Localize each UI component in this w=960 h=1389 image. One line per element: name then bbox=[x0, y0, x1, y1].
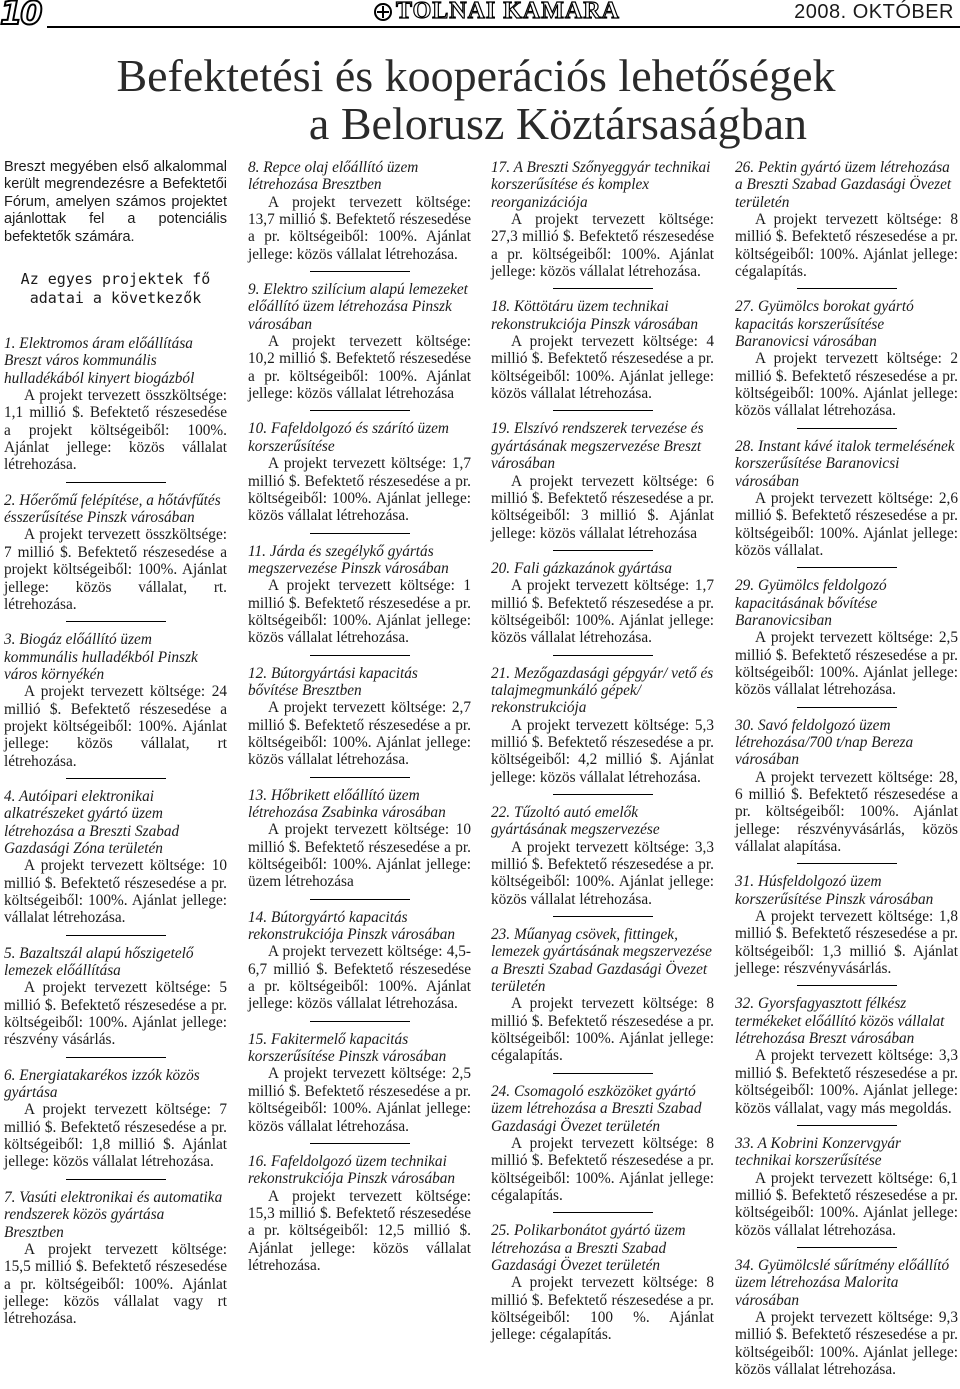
project-title: 21. Mezőgazdasági gépgyár/ vető és talajmegmunkáló gépek/ rekonstrukciója bbox=[491, 664, 714, 717]
separator-rule bbox=[66, 778, 166, 779]
header-rule bbox=[0, 26, 960, 28]
project-title: 27. Gyümölcs borokat gyártó kapacitás korszerűsítése Baranovicsi városában bbox=[735, 298, 914, 351]
project-item bbox=[735, 717, 958, 856]
separator-rule bbox=[553, 1073, 653, 1074]
project-details: A projekt tervezett költsége: 2,6 millió $. Befektető részesedése a pr. költségeiből: 100%. Ajánlat jellege: közös vállalat. bbox=[735, 489, 958, 559]
project-title: 18. Köttötáru üzem technikai rekonstrukciója Pinszk városában bbox=[491, 298, 699, 333]
separator-rule bbox=[553, 410, 653, 411]
project-details: A projekt tervezett költsége: 6,1 millió $. Befektető részesedése a pr. költségeiből: 100%. Ajánlat jellege: közös vállalat létrehozása. bbox=[735, 1169, 958, 1239]
project-item bbox=[735, 995, 958, 1116]
page-number: 10 bbox=[0, 0, 47, 32]
project-item bbox=[735, 438, 958, 559]
project-item bbox=[735, 873, 958, 977]
project-item bbox=[491, 804, 714, 908]
project-details: A projekt tervezett költsége: 27,3 millió $. Befektető részesedése a pr. költségeiből: 100%. Ajánlat jellege: közös vállalat létrehozása. bbox=[491, 211, 714, 281]
separator-rule bbox=[310, 1143, 410, 1144]
project-details: A projekt tervezett költsége: 24 millió $. Befektető részesedése a projekt költségeiből: 100%. Ajánlat jellege: közös vállalat, rt létrehozása. bbox=[4, 683, 227, 770]
project-title: 17. A Breszti Szőnyeggyár technikai korszerűsítése és komplex reorganizációja bbox=[491, 159, 711, 211]
project-item bbox=[735, 159, 958, 280]
separator-rule bbox=[310, 533, 410, 534]
project-item bbox=[4, 1067, 227, 1171]
project-title: 2. Hőerőmű felépítése, a hőtávfűtés ésszerűsítése Pinszk városában bbox=[4, 491, 221, 527]
project-title: 20. Fali gázkazánok gyártása bbox=[491, 559, 673, 577]
project-item bbox=[491, 1222, 714, 1343]
project-item bbox=[491, 665, 714, 786]
project-title: 15. Fakitermelő kapacitás korszerűsítése Pinszk városában bbox=[248, 1030, 447, 1066]
project-item bbox=[491, 1083, 714, 1204]
separator-rule bbox=[797, 707, 897, 708]
project-details: A projekt tervezett költsége: 2,7 millió $. Befektető részesedése a pr. költségeiből: 100%. Ajánlat jellege: közös vállalat létrehozása. bbox=[248, 699, 471, 769]
separator-rule bbox=[797, 1125, 897, 1126]
project-title: 8. Repce olaj előállító üzem létrehozása Bresztben bbox=[248, 159, 419, 194]
project-title: 1. Elektromos áram előállítása Breszt város kommunális hulladékából kinyert biogázból bbox=[4, 335, 195, 387]
project-details: A projekt tervezett költsége: 1,8 millió $. Befektető részesedése a pr. költségeiből: 1,3 millió $. Ajánlat jellege: részvényvásárlás. bbox=[735, 908, 958, 978]
project-details: A projekt tervezett költsége: 3,3 millió $. Befektető részesedése a pr. költségeiből: 100%. Ajánlat jellege: közös vállalat, vagy más megoldás. bbox=[735, 1047, 958, 1117]
project-item bbox=[4, 335, 227, 474]
publication-logo bbox=[368, 0, 626, 25]
project-title: 12. Bútorgyártási kapacitás bővítése Bresztben bbox=[248, 664, 418, 699]
project-item bbox=[4, 492, 227, 613]
column-4 bbox=[735, 159, 958, 1378]
separator-rule bbox=[310, 655, 410, 656]
project-details: A projekt tervezett költsége: 3,3 millió $. Befektető részesedése a pr. költségeiből: 100%. Ajánlat jellege: közös vállalat létrehozása. bbox=[491, 838, 714, 908]
project-item bbox=[735, 1135, 958, 1239]
project-title: 22. Tűzoltó autó emelők gyártásának megszervezése bbox=[491, 804, 660, 839]
project-item bbox=[4, 631, 227, 770]
project-details: A projekt tervezett költsége: 8 millió $. Befektető részesedése a pr. költségeiből: 100%. Ajánlat jellege: cégalapítás. bbox=[491, 1134, 714, 1204]
project-details: A projekt tervezett összköltsége: 7 millió $. Befektető részesedése a projekt költségeiből: 100%. Ajánlat jellege: közös vállalat, rt. létrehozása. bbox=[4, 526, 227, 613]
separator-rule bbox=[797, 1247, 897, 1248]
separator-rule bbox=[310, 777, 410, 778]
project-title: 26. Pektin gyártó üzem létrehozása a Breszti Szabad Gazdasági Övezet területén bbox=[735, 159, 952, 211]
project-details: A projekt tervezett költsége: 8 millió $. Befektető részesedése a pr. költségeiből: 100%. Ajánlat jellege: cégalapítás. bbox=[491, 995, 714, 1065]
project-title: 13. Hőbrikett előállító üzem létrehozása Zsabinka városában bbox=[248, 786, 446, 821]
project-title: 4. Autóipari elektronikai alkatrészeket gyártó üzem létrehozása a Breszti Szabad Gazdasági Zóna területén bbox=[4, 787, 180, 857]
separator-rule bbox=[66, 621, 166, 622]
project-details: A projekt tervezett összköltsége: 1,1 millió $. Befektető részesedése a projekt költségeiből: 100%. Ajánlat jellege: közös vállalat létrehozása. bbox=[4, 387, 227, 474]
project-title: 33. A Kobrini Konzervgyár technikai korszerűsítése bbox=[735, 1134, 902, 1170]
project-title: 9. Elektro szilícium alapú lemezeket előállító üzem létrehozása Pinszk városában bbox=[248, 281, 468, 333]
separator-rule bbox=[553, 1212, 653, 1213]
project-title: 5. Bazaltszál alapú hőszigetelő lemezek előállítása bbox=[4, 944, 194, 980]
separator-rule bbox=[553, 794, 653, 795]
project-details: A projekt tervezett költsége: 10 millió $. Befektető részesedése a pr. költségeiből: 100%. Ajánlat jellege: üzem létrehozása bbox=[248, 821, 471, 891]
project-details: A projekt tervezett költsége: 4 millió $. Befektető részesedése a pr. költségeiből: 100%. Ajánlat jellege: közös vállalat létrehozása. bbox=[491, 333, 714, 403]
project-list-3 bbox=[491, 159, 714, 1344]
project-title: 3. Biogáz előállító üzem kommunális hulladékból Pinszk város környékén bbox=[4, 631, 198, 683]
project-item bbox=[4, 1189, 227, 1328]
project-item bbox=[491, 420, 714, 541]
project-title: 23. Műanyag csövek, fittingek, lemezek gyártásának megszervezése a Breszti Szabad Gazdasági Övezet területén bbox=[491, 926, 712, 996]
project-title: 28. Instant kávé italok termelésének korszerűsítése Baranovicsi városában bbox=[735, 437, 955, 490]
logo-text: TOLNAI KAMARA bbox=[396, 0, 620, 24]
separator-rule bbox=[66, 935, 166, 936]
separator-rule bbox=[797, 567, 897, 568]
subheading: Az egyes projektek fő adatai a következők bbox=[20, 270, 211, 308]
project-details: A projekt tervezett költsége: 1 millió $. Befektető részesedése a pr. költségeiből: 100%. Ajánlat jellege: közös vállalat létrehozása. bbox=[248, 577, 471, 647]
separator-rule bbox=[797, 428, 897, 429]
column-1 bbox=[4, 159, 227, 1328]
separator-rule bbox=[553, 655, 653, 656]
project-item bbox=[248, 909, 471, 1013]
project-item bbox=[248, 1153, 471, 1274]
project-item bbox=[248, 420, 471, 524]
article-title-line-2: a Belorusz Köztársaságban bbox=[308, 98, 808, 149]
separator-rule bbox=[310, 271, 410, 272]
project-item bbox=[248, 159, 471, 263]
separator-rule bbox=[310, 899, 410, 900]
project-details: A projekt tervezett költsége: 13,7 millió $. Befektető részesedése a pr. költségeiből: 100%. Ajánlat jellege: közös vállalat létrehozása. bbox=[248, 193, 471, 263]
project-details: A projekt tervezett költsége: 8 millió $. Befektető részesedése a pr. költségeiből: 100 %. Ajánlat jellege: cégalapítás. bbox=[491, 1274, 714, 1344]
project-details: A projekt tervezett költsége: 1,7 millió $. Befektető részesedése a pr. költségeiből: 100%. Ajánlat jellege: közös vállalat létrehozása. bbox=[491, 577, 714, 647]
page-header bbox=[0, 0, 960, 34]
project-title: 14. Bútorgyártó kapacitás rekonstrukciója Pinszk városában bbox=[248, 908, 456, 944]
separator-rule bbox=[797, 985, 897, 986]
separator-rule bbox=[66, 1179, 166, 1180]
project-list-4 bbox=[735, 159, 958, 1378]
column-2 bbox=[248, 159, 471, 1274]
project-details: A projekt tervezett költsége: 2 millió $. Befektető részesedése a pr. költségeiből: 100%. Ajánlat jellege: közös vállalat létrehozása. bbox=[735, 350, 958, 420]
issue-date: 2008. OKTÓBER bbox=[786, 1, 954, 24]
project-title: 31. Húsfeldolgozó üzem korszerűsítése Pinszk városában bbox=[735, 873, 934, 908]
project-list-2 bbox=[248, 159, 471, 1274]
project-title: 10. Fafeldolgozó és szárító üzem korszerűsítése bbox=[248, 420, 449, 455]
project-item bbox=[248, 1031, 471, 1135]
project-item bbox=[4, 788, 227, 927]
separator-rule bbox=[310, 410, 410, 411]
separator-rule bbox=[797, 288, 897, 289]
project-details: A projekt tervezett költsége: 4,5-6,7 millió $. Befektető részesedése a pr. költségeiből: 100%. Ajánlat jellege: közös vállalat létrehozása. bbox=[248, 943, 471, 1013]
project-item bbox=[248, 543, 471, 647]
project-details: A projekt tervezett költsége: 8 millió $. Befektető részesedése a pr. költségeiből: 100%. Ajánlat jellege: cégalapítás. bbox=[735, 211, 958, 281]
project-details: A projekt tervezett költsége: 15,3 millió $. Befektető részesedése a pr. költségeiből: 12,5 millió $. Ajánlat jellege: közös vállalat létrehozása. bbox=[248, 1187, 471, 1274]
project-title: 34. Gyümölcslé sűrítmény előállító üzem létrehozása Malorita városában bbox=[735, 1256, 950, 1309]
project-title: 6. Energiatakarékos izzók közös gyártása bbox=[4, 1066, 200, 1102]
project-title: 29. Gyümölcs feldolgozó kapacitásának bővítése Baranovicsiban bbox=[735, 577, 887, 629]
project-details: A projekt tervezett költsége: 2,5 millió $. Befektető részesedése a pr. költségeiből: 100%. Ajánlat jellege: közös vállalat létrehozása. bbox=[248, 1065, 471, 1135]
project-item bbox=[735, 577, 958, 698]
project-item bbox=[491, 159, 714, 280]
project-details: A projekt tervezett költsége: 5,3 millió $. Befektető részesedése a pr. költségeiből: 4,2 millió $. Ajánlat jellege: közös vállalat létrehozása. bbox=[491, 716, 714, 786]
project-title: 16. Fafeldolgozó üzem technikai rekonstrukciója Pinszk városában bbox=[248, 1152, 456, 1188]
separator-rule bbox=[553, 550, 653, 551]
project-details: A projekt tervezett költsége: 10 millió $. Befektető részesedése a pr. költségeiből: 100%. Ajánlat jellege: vállalat létrehozása. bbox=[4, 857, 227, 927]
separator-rule bbox=[310, 1021, 410, 1022]
separator-rule bbox=[797, 863, 897, 864]
column-3 bbox=[491, 159, 714, 1344]
project-details: A projekt tervezett költsége: 1,7 millió $. Befektető részesedése a pr. költségeiből: 100%. Ajánlat jellege: közös vállalat létrehozása. bbox=[248, 455, 471, 525]
intro-paragraph: Breszt megyében első alkalommal került megrendezésre a Befektetői Fórum, amelyen számos projektet ajánlottak fel a potenciális befektetők számára. bbox=[4, 159, 227, 245]
project-item bbox=[491, 926, 714, 1065]
project-title: 19. Elszívó rendszerek tervezése és gyártásának megszervezése Breszt városában bbox=[491, 420, 704, 473]
project-item bbox=[735, 298, 958, 419]
project-title: 24. Csomagoló eszközöket gyártó üzem létrehozása a Breszti Szabad Gazdasági Övezet területén bbox=[491, 1082, 702, 1135]
project-item bbox=[4, 945, 227, 1049]
project-details: A projekt tervezett költsége: 2,5 millió $. Befektető részesedése a pr. költségeiből: 100%. Ajánlat jellege: közös vállalat létrehozása. bbox=[735, 629, 958, 699]
project-details: A projekt tervezett költsége: 15,5 millió $. Befektető részesedése a pr. költségeiből: 100%. Ajánlat jellege: közös vállalat vagy rt létrehozása. bbox=[4, 1240, 227, 1328]
project-item bbox=[248, 787, 471, 891]
project-details: A projekt tervezett költsége: 9,3 millió $. Befektető részesedése a pr. költségeiből: 100%. Ajánlat jellege: közös vállalat létrehozása. bbox=[735, 1308, 958, 1378]
project-title: 30. Savó feldolgozó üzem létrehozása/700 t/nap Bereza városában bbox=[735, 716, 914, 769]
project-details: A projekt tervezett költsége: 28, 6 millió $. Befektető részesedése a pr. költségeiből: 100%. Ajánlat jellege: részvényvásárlás, közös vállalat alapítása. bbox=[735, 768, 958, 856]
separator-rule bbox=[66, 1057, 166, 1058]
separator-rule bbox=[553, 916, 653, 917]
project-title: 7. Vasúti elektronikai és automatika rendszerek közös gyártása Bresztben bbox=[4, 1188, 223, 1241]
project-title: 11. Járda és szegélykő gyártás megszervezése Pinszk városában bbox=[248, 542, 449, 577]
article-title-line-1: Befektetési és kooperációs lehetőségek bbox=[116, 50, 836, 101]
project-item bbox=[248, 281, 471, 402]
project-details: A projekt tervezett költsége: 10,2 millió $. Befektető részesedése a pr. költségeiből: 100%. Ajánlat jellege: közös vállalat létrehozása bbox=[248, 333, 471, 403]
globe-icon bbox=[374, 3, 392, 21]
project-title: 32. Gyorsfagyasztott félkész termékeket előállító közös vállalat létrehozása Breszt városában bbox=[735, 995, 945, 1048]
project-item bbox=[248, 665, 471, 769]
project-details: A projekt tervezett költsége: 7 millió $. Befektető részesedése a pr. költségeiből: 1,8 millió $. Ajánlat jellege: közös vállalat létrehozása. bbox=[4, 1101, 227, 1171]
project-title: 25. Polikarbonátot gyártó üzem létrehozása a Breszti Szabad Gazdasági Övezet területén bbox=[491, 1222, 686, 1274]
project-item bbox=[491, 298, 714, 402]
project-details: A projekt tervezett költsége: 5 millió $. Befektető részesedése a pr. költségeiből: 100%. Ajánlat jellege: részvény vásárlás. bbox=[4, 979, 227, 1049]
separator-rule bbox=[66, 482, 166, 483]
project-item bbox=[735, 1257, 958, 1378]
project-item bbox=[491, 560, 714, 647]
project-list-1 bbox=[4, 335, 227, 1328]
separator-rule bbox=[553, 288, 653, 289]
project-details: A projekt tervezett költsége: 6 millió $. Befektető részesedése a pr. költségeiből: 3 millió $. Ajánlat jellege: közös vállalat létrehozása bbox=[491, 472, 714, 542]
